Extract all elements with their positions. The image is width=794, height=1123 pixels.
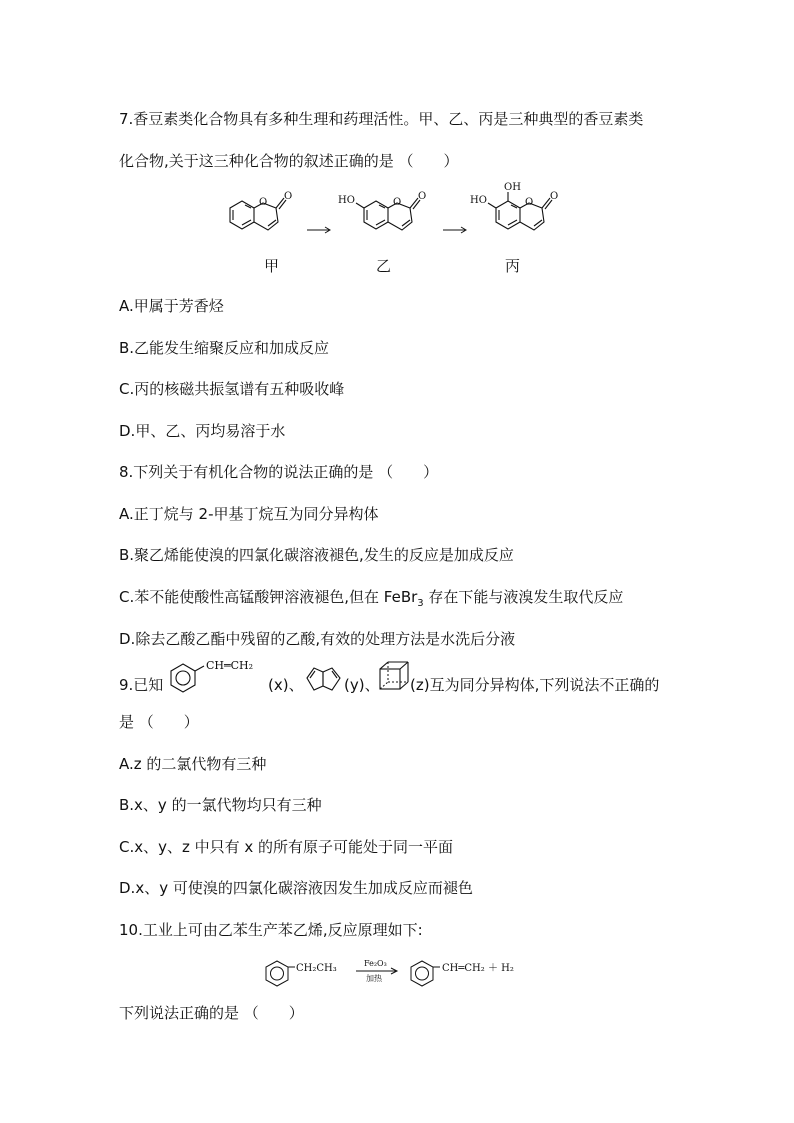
hydroxyl-group-label: HO bbox=[470, 195, 487, 206]
q9-stem-line2: 是 （ ） bbox=[119, 713, 199, 731]
q9-option-a: A.z 的二氯代物有三种 bbox=[119, 755, 267, 773]
q7-stem-line1: 7.香豆素类化合物具有多种生理和药理活性。甲、乙、丙是三种典型的香豆素类 bbox=[119, 110, 644, 128]
q7-option-b: B.乙能发生缩聚反应和加成反应 bbox=[119, 339, 330, 357]
bicyclic-diene-structure bbox=[303, 662, 345, 696]
q8-option-c-text-end: 存在下能与液溴发生取代反应 bbox=[423, 588, 624, 606]
ethylbenzene-dehydrogenation-equation bbox=[262, 955, 536, 989]
carbonyl-oxygen-atom: O bbox=[284, 191, 293, 202]
hydroxyl-group-label: OH bbox=[504, 182, 521, 193]
q9-option-b: B.x、y 的一氯代物均只有三种 bbox=[119, 796, 322, 814]
q7-option-d: D.甲、乙、丙均易溶于水 bbox=[119, 422, 286, 440]
q7-option-a: A.甲属于芳香烃 bbox=[119, 297, 224, 315]
cubane-structure bbox=[378, 660, 410, 692]
ring-oxygen-atom: O bbox=[393, 197, 402, 208]
compound-label-bing: 丙 bbox=[505, 257, 521, 275]
q9-y-tag: (y)、 bbox=[344, 676, 380, 694]
q8-option-a: A.正丁烷与 2-甲基丁烷互为同分异构体 bbox=[119, 505, 379, 523]
q8-option-b: B.聚乙烯能使溴的四氯化碳溶液褪色,发生的反应是加成反应 bbox=[119, 546, 514, 564]
styrene-structure bbox=[168, 656, 266, 694]
subscript-3: 3 bbox=[417, 598, 424, 609]
coumarin-structure bbox=[222, 186, 312, 242]
hydroxycoumarin-structure bbox=[336, 186, 446, 242]
carbonyl-oxygen-atom: O bbox=[550, 191, 559, 202]
q7-stem-line2: 化合物,关于这三种化合物的叙述正确的是 （ ） bbox=[119, 152, 459, 170]
reaction-arrow bbox=[441, 225, 469, 235]
q8-option-d: D.除去乙酸乙酯中残留的乙酸,有效的处理方法是水洗后分液 bbox=[119, 630, 516, 648]
dihydroxycoumarin-structure bbox=[468, 180, 578, 242]
hydroxyl-group-label: HO bbox=[338, 195, 355, 206]
compound-label-jia: 甲 bbox=[264, 257, 280, 275]
q8-option-c-text: C.苯不能使酸性高锰酸钾溶液褪色,但在 FeBr bbox=[119, 588, 418, 606]
carbonyl-oxygen-atom: O bbox=[418, 191, 427, 202]
condition-label: 加热 bbox=[366, 974, 382, 983]
reaction-arrow bbox=[305, 225, 333, 235]
q7-option-c: C.丙的核磁共振氢谱有五种吸收峰 bbox=[119, 380, 345, 398]
ethyl-group-label: CH₂CH₃ bbox=[296, 963, 337, 974]
product-label: CH═CH₂ ＋ H₂ bbox=[442, 963, 514, 974]
compound-label-yi: 乙 bbox=[376, 257, 392, 275]
q10-stem: 10.工业上可由乙苯生产苯乙烯,反应原理如下: bbox=[119, 921, 423, 939]
q9-option-d: D.x、y 可使溴的四氯化碳溶液因发生加成反应而褪色 bbox=[119, 879, 473, 897]
q9-z-tag: (z)互为同分异构体,下列说法不正确的 bbox=[410, 676, 660, 694]
q8-stem: 8.下列关于有机化合物的说法正确的是 （ ） bbox=[119, 463, 439, 481]
q9-x-tag: (x)、 bbox=[268, 676, 304, 694]
q10-question: 下列说法正确的是 （ ） bbox=[119, 1004, 304, 1022]
q9-prefix: 9.已知 bbox=[119, 676, 164, 694]
ring-oxygen-atom: O bbox=[259, 197, 268, 208]
q9-option-c: C.x、y、z 中只有 x 的所有原子可能处于同一平面 bbox=[119, 838, 454, 856]
q8-option-c bbox=[119, 587, 623, 614]
vinyl-group-label: CH═CH₂ bbox=[206, 659, 254, 672]
catalyst-label: Fe₂O₃ bbox=[364, 959, 387, 968]
ring-oxygen-atom: O bbox=[525, 197, 534, 208]
